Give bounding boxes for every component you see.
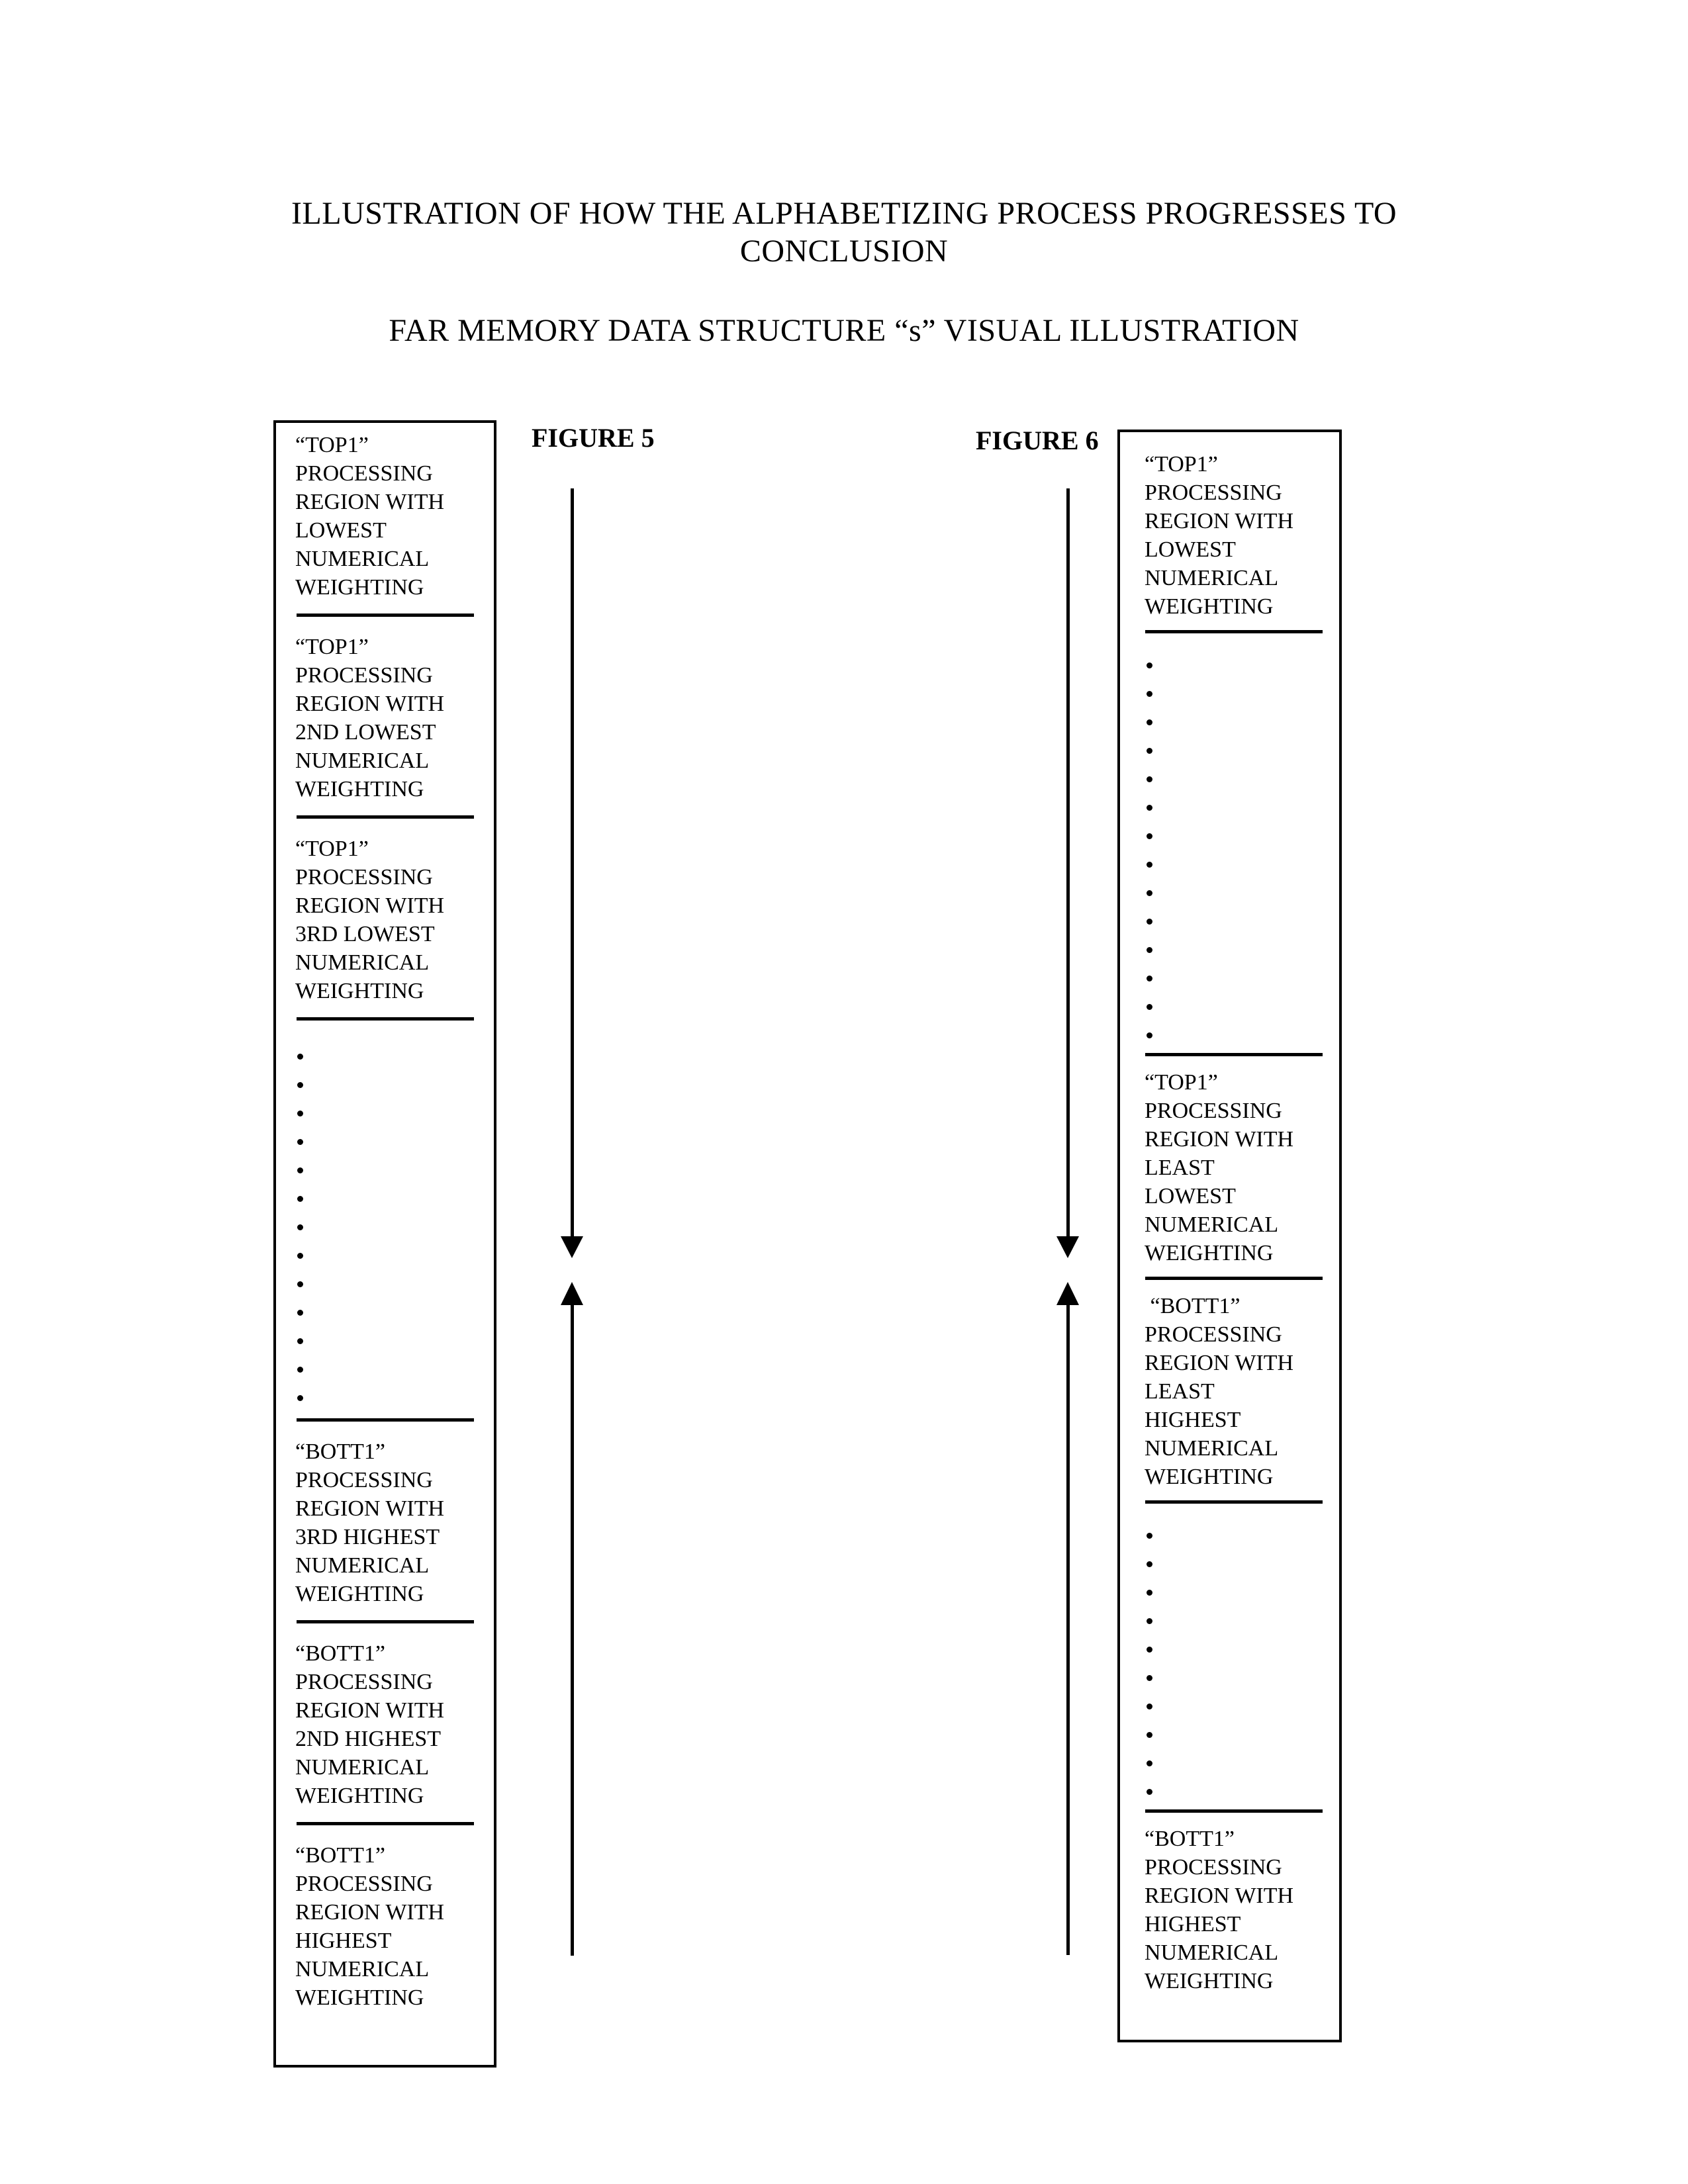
dot-row <box>295 1093 494 1122</box>
figure-5-down-arrow-shaft <box>571 488 574 1236</box>
region-text-line: NUMERICAL <box>295 1755 430 1780</box>
dot-row <box>295 1293 494 1321</box>
region-text-line: LOWEST <box>295 518 387 543</box>
region-text-line: WEIGHTING <box>295 1784 424 1808</box>
region-text-line: NUMERICAL <box>1145 1212 1279 1237</box>
dot-icon <box>1147 1675 1152 1681</box>
dot-icon <box>1147 805 1152 811</box>
region-text-line: PROCESSING <box>1145 1322 1282 1347</box>
separator-line <box>297 1822 474 1825</box>
region-text-block <box>295 633 494 803</box>
dot-icon <box>1147 862 1152 868</box>
region-text-line: HIGHEST <box>1145 1408 1241 1432</box>
dot-icon <box>297 1367 303 1373</box>
region-text-line: “BOTT1” <box>1145 1294 1241 1318</box>
region-text-line: WEIGHTING <box>295 777 424 801</box>
region-text-line: REGION WITH <box>295 490 445 514</box>
separator-line <box>297 1418 474 1422</box>
dot-icon <box>297 1139 303 1145</box>
region-text-line: LEAST <box>1145 1156 1215 1180</box>
dot-row <box>1145 645 1339 674</box>
dot-icon <box>297 1054 303 1060</box>
figure-6-region-box <box>1117 430 1342 2042</box>
dot-row <box>295 1236 494 1264</box>
dot-row <box>1145 1015 1339 1044</box>
region-text-line: NUMERICAL <box>295 1553 430 1578</box>
figure-6-up-arrow-shaft <box>1066 1305 1070 1955</box>
dot-icon <box>297 1224 303 1230</box>
dot-icon <box>297 1082 303 1088</box>
separator-line <box>1145 630 1323 633</box>
region-text-line: 3RD HIGHEST <box>295 1525 440 1549</box>
region-text-line: NUMERICAL <box>1145 1436 1279 1461</box>
dot-row <box>295 1065 494 1093</box>
dot-row <box>1145 759 1339 788</box>
region-text-line: “BOTT1” <box>295 1843 385 1868</box>
page-subtitle: FAR MEMORY DATA STRUCTURE “s” VISUAL ILLUSTRATION <box>389 313 1299 348</box>
region-text-line: PROCESSING <box>1145 480 1282 505</box>
separator-line <box>1145 1277 1323 1280</box>
region-text-line: “TOP1” <box>295 433 369 457</box>
dot-icon <box>1147 833 1152 839</box>
region-text-block <box>1145 1292 1339 1491</box>
region-text-line: REGION WITH <box>295 893 445 918</box>
dot-icon <box>297 1395 303 1401</box>
region-text-line: REGION WITH <box>1145 1127 1294 1152</box>
dot-row <box>1145 702 1339 731</box>
dot-icon <box>297 1253 303 1259</box>
figure-6-down-arrow-icon <box>1056 1236 1079 1258</box>
dot-row <box>1145 1544 1339 1572</box>
region-text-block <box>1145 450 1339 621</box>
region-text-block <box>295 431 494 602</box>
region-text-block <box>295 1639 494 1810</box>
region-text-line: NUMERICAL <box>1145 566 1279 590</box>
dot-row <box>1145 731 1339 759</box>
region-text-line: HIGHEST <box>1145 1912 1241 1936</box>
region-text-line: WEIGHTING <box>295 979 424 1003</box>
figure-6-up-arrow-icon <box>1056 1282 1079 1305</box>
dot-row <box>1145 1715 1339 1743</box>
dot-icon <box>1147 691 1152 697</box>
figure-5-label: FIGURE 5 <box>532 423 655 453</box>
region-text-block <box>1145 1825 1339 1995</box>
dot-icon <box>1147 1533 1152 1539</box>
dot-row <box>1145 674 1339 702</box>
figure-5-down-arrow-icon <box>561 1236 583 1258</box>
dot-icon <box>1147 890 1152 896</box>
dot-icon <box>1147 1618 1152 1624</box>
region-text-line: REGION WITH <box>295 692 445 716</box>
dot-row <box>295 1349 494 1378</box>
region-text-line: LOWEST <box>1145 1184 1236 1208</box>
dot-icon <box>1147 1561 1152 1567</box>
figure-5-region-box <box>273 420 496 2068</box>
region-text-line: “TOP1” <box>1145 1070 1218 1095</box>
region-text-line: REGION WITH <box>1145 509 1294 533</box>
region-text-line: REGION WITH <box>1145 1351 1294 1375</box>
figure-5-up-arrow-icon <box>561 1282 583 1305</box>
region-text-line: WEIGHTING <box>1145 1969 1274 1993</box>
dot-icon <box>1147 776 1152 782</box>
dot-icon <box>1147 1732 1152 1738</box>
region-text-line: PROCESSING <box>1145 1099 1282 1123</box>
page-title-line-1: ILLUSTRATION OF HOW THE ALPHABETIZING PROCESS PROGRESSES TO <box>291 196 1397 231</box>
region-text-line: “BOTT1” <box>295 1439 385 1464</box>
dot-row <box>1145 901 1339 930</box>
dot-icon <box>1147 1789 1152 1795</box>
region-text-line: WEIGHTING <box>1145 594 1274 619</box>
region-text-line: “BOTT1” <box>1145 1827 1235 1851</box>
continuation-dots <box>1145 1516 1339 1800</box>
dot-icon <box>297 1167 303 1173</box>
dot-row <box>1145 930 1339 958</box>
region-text-line: NUMERICAL <box>295 749 430 773</box>
dot-icon <box>297 1281 303 1287</box>
region-text-line: WEIGHTING <box>1145 1241 1274 1265</box>
dot-icon <box>1147 1004 1152 1010</box>
region-text-line: PROCESSING <box>1145 1855 1282 1880</box>
dot-row <box>295 1321 494 1349</box>
dot-row <box>1145 1658 1339 1686</box>
dot-icon <box>1147 1704 1152 1709</box>
dot-row <box>1145 1629 1339 1658</box>
dot-icon <box>1147 748 1152 754</box>
continuation-dots <box>1145 645 1339 1044</box>
separator-line <box>1145 1053 1323 1056</box>
dot-row <box>295 1150 494 1179</box>
region-text-line: NUMERICAL <box>295 547 430 571</box>
region-text-line: PROCESSING <box>295 1670 433 1694</box>
dot-row <box>295 1122 494 1150</box>
region-text-line: LEAST <box>1145 1379 1215 1404</box>
figure-6-label: FIGURE 6 <box>976 426 1099 455</box>
dot-row <box>295 1378 494 1406</box>
region-text-block <box>295 1841 494 2012</box>
region-text-line: “TOP1” <box>1145 452 1218 477</box>
dot-row <box>1145 1772 1339 1800</box>
region-text-line: WEIGHTING <box>295 575 424 600</box>
dot-row <box>295 1036 494 1065</box>
region-text-line: NUMERICAL <box>1145 1940 1279 1965</box>
figure-6-down-arrow-shaft <box>1066 488 1070 1236</box>
region-text-line: 2ND HIGHEST <box>295 1727 442 1751</box>
dot-row <box>295 1179 494 1207</box>
dot-row <box>1145 873 1339 901</box>
dot-icon <box>1147 719 1152 725</box>
page-title-line-2: CONCLUSION <box>739 234 949 269</box>
region-text-line: “TOP1” <box>295 837 369 861</box>
continuation-dots <box>295 1036 494 1406</box>
region-text-line: PROCESSING <box>295 865 433 889</box>
dot-row <box>1145 788 1339 816</box>
dot-icon <box>297 1338 303 1344</box>
region-text-line: LOWEST <box>1145 537 1236 562</box>
region-text-line: REGION WITH <box>1145 1884 1294 1908</box>
figure-5-up-arrow-shaft <box>571 1305 574 1956</box>
region-text-line: PROCESSING <box>295 663 433 688</box>
region-text-line: 2ND LOWEST <box>295 720 436 745</box>
region-text-line: HIGHEST <box>295 1929 392 1953</box>
dot-icon <box>1147 1647 1152 1653</box>
dot-icon <box>1147 919 1152 925</box>
dot-icon <box>1147 1032 1152 1038</box>
separator-line <box>297 815 474 819</box>
dot-icon <box>1147 1590 1152 1596</box>
dot-icon <box>1147 1760 1152 1766</box>
region-text-block <box>295 835 494 1005</box>
dot-row <box>1145 1516 1339 1544</box>
separator-line <box>297 1620 474 1623</box>
separator-line <box>297 614 474 617</box>
region-text-line: REGION WITH <box>295 1496 445 1521</box>
dot-row <box>1145 987 1339 1015</box>
region-text-line: PROCESSING <box>295 1468 433 1492</box>
dot-row <box>1145 844 1339 873</box>
separator-line <box>1145 1500 1323 1504</box>
dot-icon <box>1147 976 1152 981</box>
region-text-line: “BOTT1” <box>295 1641 385 1666</box>
region-text-line: WEIGHTING <box>295 1985 424 2010</box>
region-text-line: REGION WITH <box>295 1900 445 1925</box>
dot-icon <box>1147 947 1152 953</box>
dot-icon <box>297 1310 303 1316</box>
region-text-block <box>1145 1068 1339 1267</box>
region-text-line: WEIGHTING <box>1145 1465 1274 1489</box>
dot-row <box>1145 816 1339 844</box>
separator-line <box>1145 1809 1323 1813</box>
dot-row <box>1145 1572 1339 1601</box>
separator-line <box>297 1017 474 1021</box>
dot-row <box>1145 1743 1339 1772</box>
dot-row <box>1145 1601 1339 1629</box>
region-text-line: REGION WITH <box>295 1698 445 1723</box>
page-title <box>0 195 1688 270</box>
region-text-block <box>295 1437 494 1608</box>
dot-icon <box>297 1196 303 1202</box>
region-text-line: PROCESSING <box>295 1872 433 1896</box>
region-text-line: “TOP1” <box>295 635 369 659</box>
dot-icon <box>1147 662 1152 668</box>
region-text-line: PROCESSING <box>295 461 433 486</box>
region-text-line: 3RD LOWEST <box>295 922 435 946</box>
region-text-line: NUMERICAL <box>295 1957 430 1981</box>
dot-icon <box>297 1111 303 1116</box>
dot-row <box>295 1207 494 1236</box>
dot-row <box>1145 1686 1339 1715</box>
dot-row <box>1145 958 1339 987</box>
dot-row <box>295 1264 494 1293</box>
region-text-line: NUMERICAL <box>295 950 430 975</box>
region-text-line: WEIGHTING <box>295 1582 424 1606</box>
